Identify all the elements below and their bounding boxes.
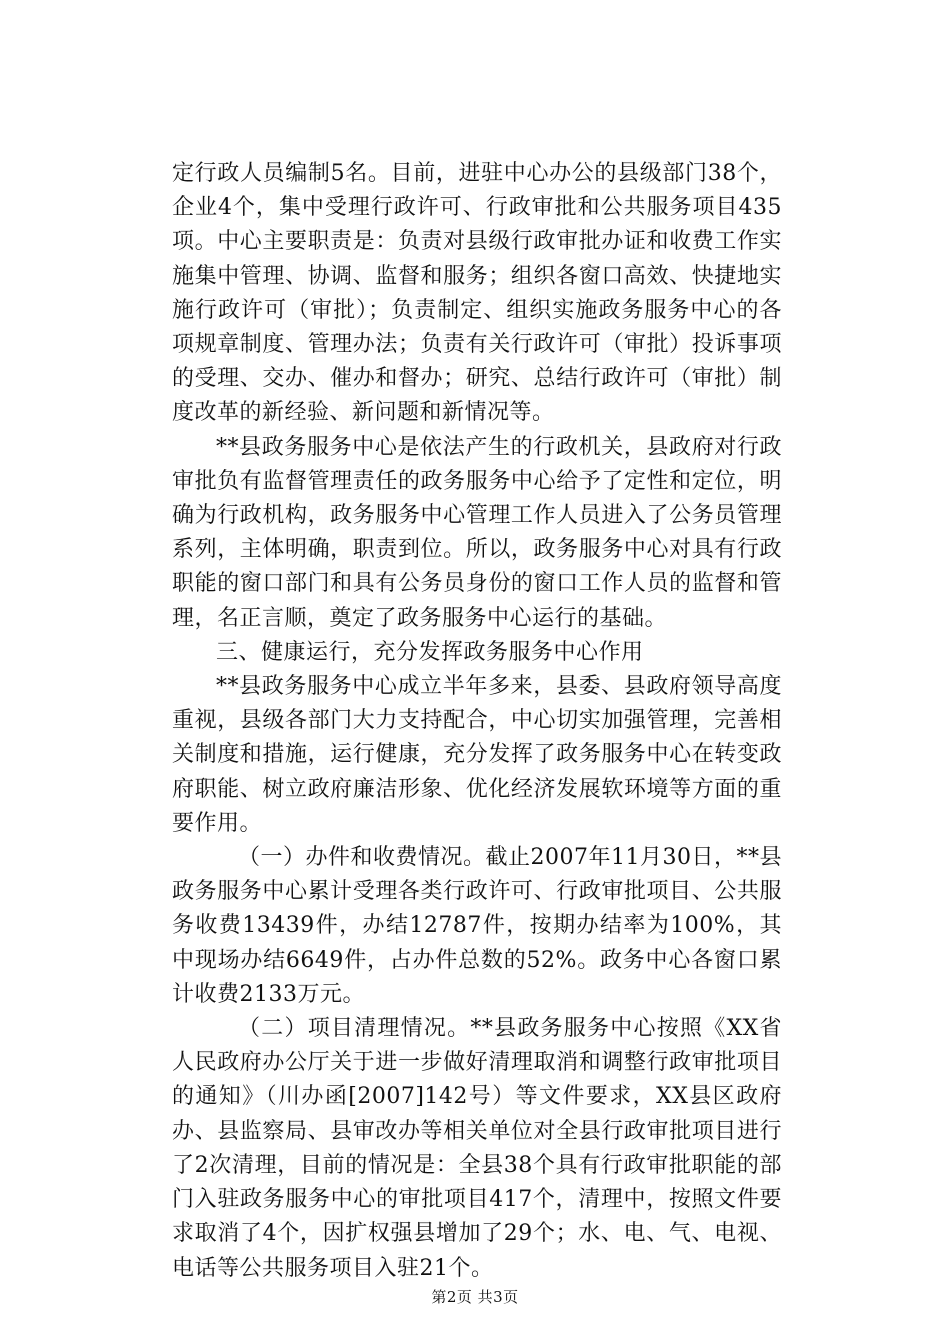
paragraph-project-cleanup: （二）项目清理情况。**县政务服务中心按照《XX省人民政府办公厅关于进一步做好清理取消和调整行政审批项目的通知》（川办函[2007]142号）等文件要求，XX县区政府办、县监察局、县审改办等相关单位对全县行政审批项目进行了2次清理，目前的情况是：全县38个具有行政审批职能的部门入驻政务服务中心的审批项目417个，清理中，按照文件要求取消了4个，因扩权强县增加了29个；水、电、气、电视、电话等公共服务项目入驻21个。 — [172, 1016, 782, 1281]
paragraph-duties: 定行政人员编制5名。目前，进驻中心办公的县级部门38个，企业4个，集中受理行政许可、行政审批和公共服务项目435项。中心主要职责是：负责对县级行政审批办证和收费工作实施集中管理、协调、监督和服务；组织各窗口高效、快捷地实施行政许可（审批）；负责制定、组织实施政务服务中心的各项规章制度、管理办法；负责有关行政许可（审批）投诉事项的受理、交办、催办和督办；研究、总结行政许可（审批）制度改革的新经验、新问题和新情况等。 — [172, 161, 782, 426]
section-heading-three: 三、健康运行，充分发挥政务服务中心作用 — [216, 639, 644, 665]
paragraph-cases-and-fees: （一）办件和收费情况。截止2007年11月30日，**县政务服务中心累计受理各类行政许可、行政审批项目、公共服务收费13439件，办结12787件，按期办结率为100%，其中现场办结6649件，占办件总数的52%。政务中心各窗口累计收费2133万元。 — [172, 845, 782, 1007]
document-body — [172, 157, 782, 1286]
page-number-footer: 第2页 共3页 — [431, 1288, 519, 1306]
paragraph-legal-status: **县政务服务中心是依法产生的行政机关，县政府对行政审批负有监督管理责任的政务服务中心给予了定性和定位，明确为行政机构，政务服务中心管理工作人员进入了公务员管理系列，主体明确，职责到位。所以，政务服务中心对具有行政职能的窗口部门和具有公务员身份的窗口工作人员的监督和管理，名正言顺，奠定了政务服务中心运行的基础。 — [172, 434, 782, 631]
paragraph-operation-overview: **县政务服务中心成立半年多来，县委、县政府领导高度重视，县级各部门大力支持配合，中心切实加强管理，完善相关制度和措施，运行健康，充分发挥了政务服务中心在转变政府职能、树立政府廉洁形象、优化经济发展软环境等方面的重要作用。 — [172, 674, 782, 836]
